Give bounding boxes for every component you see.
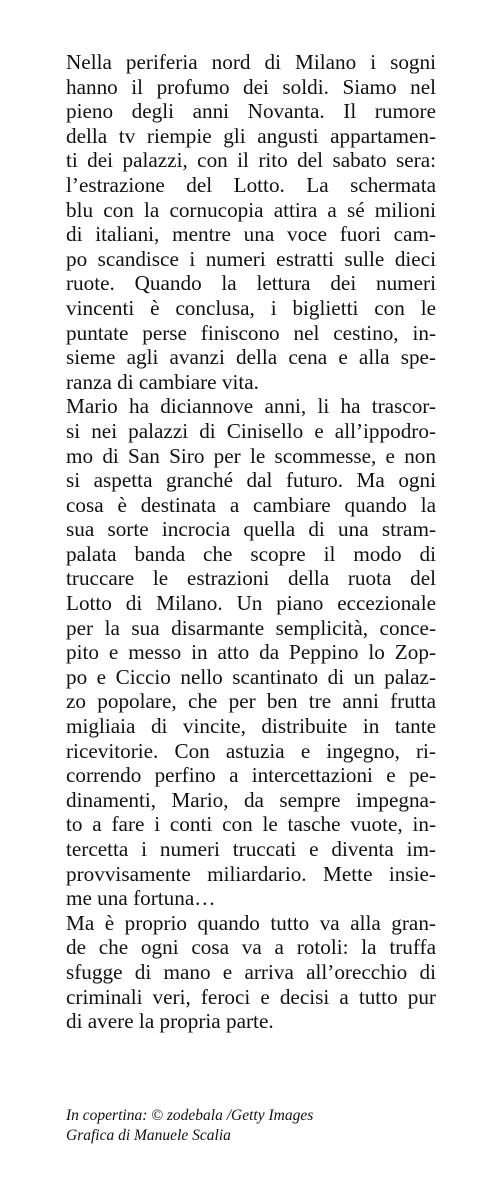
text-line: si nei palazzi di Cinisello e all’ippodro- [66,418,436,443]
text-line: cosa è destinata a cambiare quando la [66,492,436,517]
text-line: di avere la propria parte. [66,1009,274,1034]
text-line: ranza di cambiare vita. [66,369,259,394]
text-line: ti dei palazzi, con il rito del sabato sera: [66,148,436,173]
text-line: migliaia di vincite, distribuite in tante [66,714,436,739]
cover-photo-credit: In copertina: © zodebala /Getty Images [66,1107,314,1124]
text-line: to a fare i conti con le tasche vuote, in- [66,812,436,837]
text-line: me una fortuna… [66,886,216,911]
text-line: vincenti è conclusa, i biglietti con le [66,295,436,320]
text-line: sua sorte incrocia quella di una stram- [66,517,436,542]
text-line: po scandisce i numeri estratti sulle dieci [66,246,436,271]
paragraph [66,50,436,394]
text-line: ricevitorie. Con astuzia e ingegno, ri- [66,738,436,763]
text-line: hanno il profumo dei soldi. Siamo nel [66,74,436,99]
text-line: zo popolare, che per ben tre anni frutta [66,689,436,714]
paragraph [66,911,436,1034]
text-line: ruote. Quando la lettura dei numeri [66,271,436,296]
text-line: dinamenti, Mario, da sempre impegna- [66,787,436,812]
paragraph [66,394,436,910]
text-line: Ma è proprio quando tutto va alla gran- [66,910,436,935]
text-line: pieno degli anni Novanta. Il rumore [66,99,436,124]
credits-block [66,1106,436,1146]
text-line: della tv riempie gli angusti appartamen- [66,123,436,148]
text-line: palata banda che scopre il modo di [66,541,436,566]
text-line: mo di San Siro per le scommesse, e non [66,443,436,468]
text-line: correndo perfino a intercettazioni e pe- [66,763,436,788]
text-line: sfugge di mano e arriva all’orecchio di [66,959,436,984]
synopsis-text [66,50,436,1034]
graphic-design-credit: Grafica di Manuele Scalia [66,1127,231,1144]
text-line: Mario ha diciannove anni, li ha trascor- [66,394,436,419]
text-line: si aspetta granché dal futuro. Ma ogni [66,468,436,493]
text-line: Lotto di Milano. Un piano eccezionale [66,591,436,616]
text-line: pito e messo in atto da Peppino lo Zop- [66,640,436,665]
text-line: tercetta i numeri truccati e diventa im- [66,837,436,861]
text-line: di italiani, mentre una voce fuori cam- [66,222,436,247]
text-line: per la sua disarmante semplicità, conce- [66,615,436,640]
text-line: l’estrazione del Lotto. La schermata [66,172,436,197]
text-line: blu con la cornucopia attira a sé milioni [66,197,436,222]
text-line: Nella periferia nord di Milano i sogni [66,50,436,74]
text-line: puntate perse finiscono nel cestino, in- [66,320,436,345]
text-line: truccare le estrazioni della ruota del [66,566,436,591]
text-line: sieme agli avanzi della cena e alla spe- [66,345,436,370]
text-line: criminali veri, feroci e decisi a tutto pur [66,984,436,1009]
text-line: provvisamente miliardario. Mette insie- [66,861,436,886]
text-line: de che ogni cosa va a rotoli: la truffa [66,935,436,960]
text-line: po e Ciccio nello scantinato di un palaz- [66,664,436,689]
